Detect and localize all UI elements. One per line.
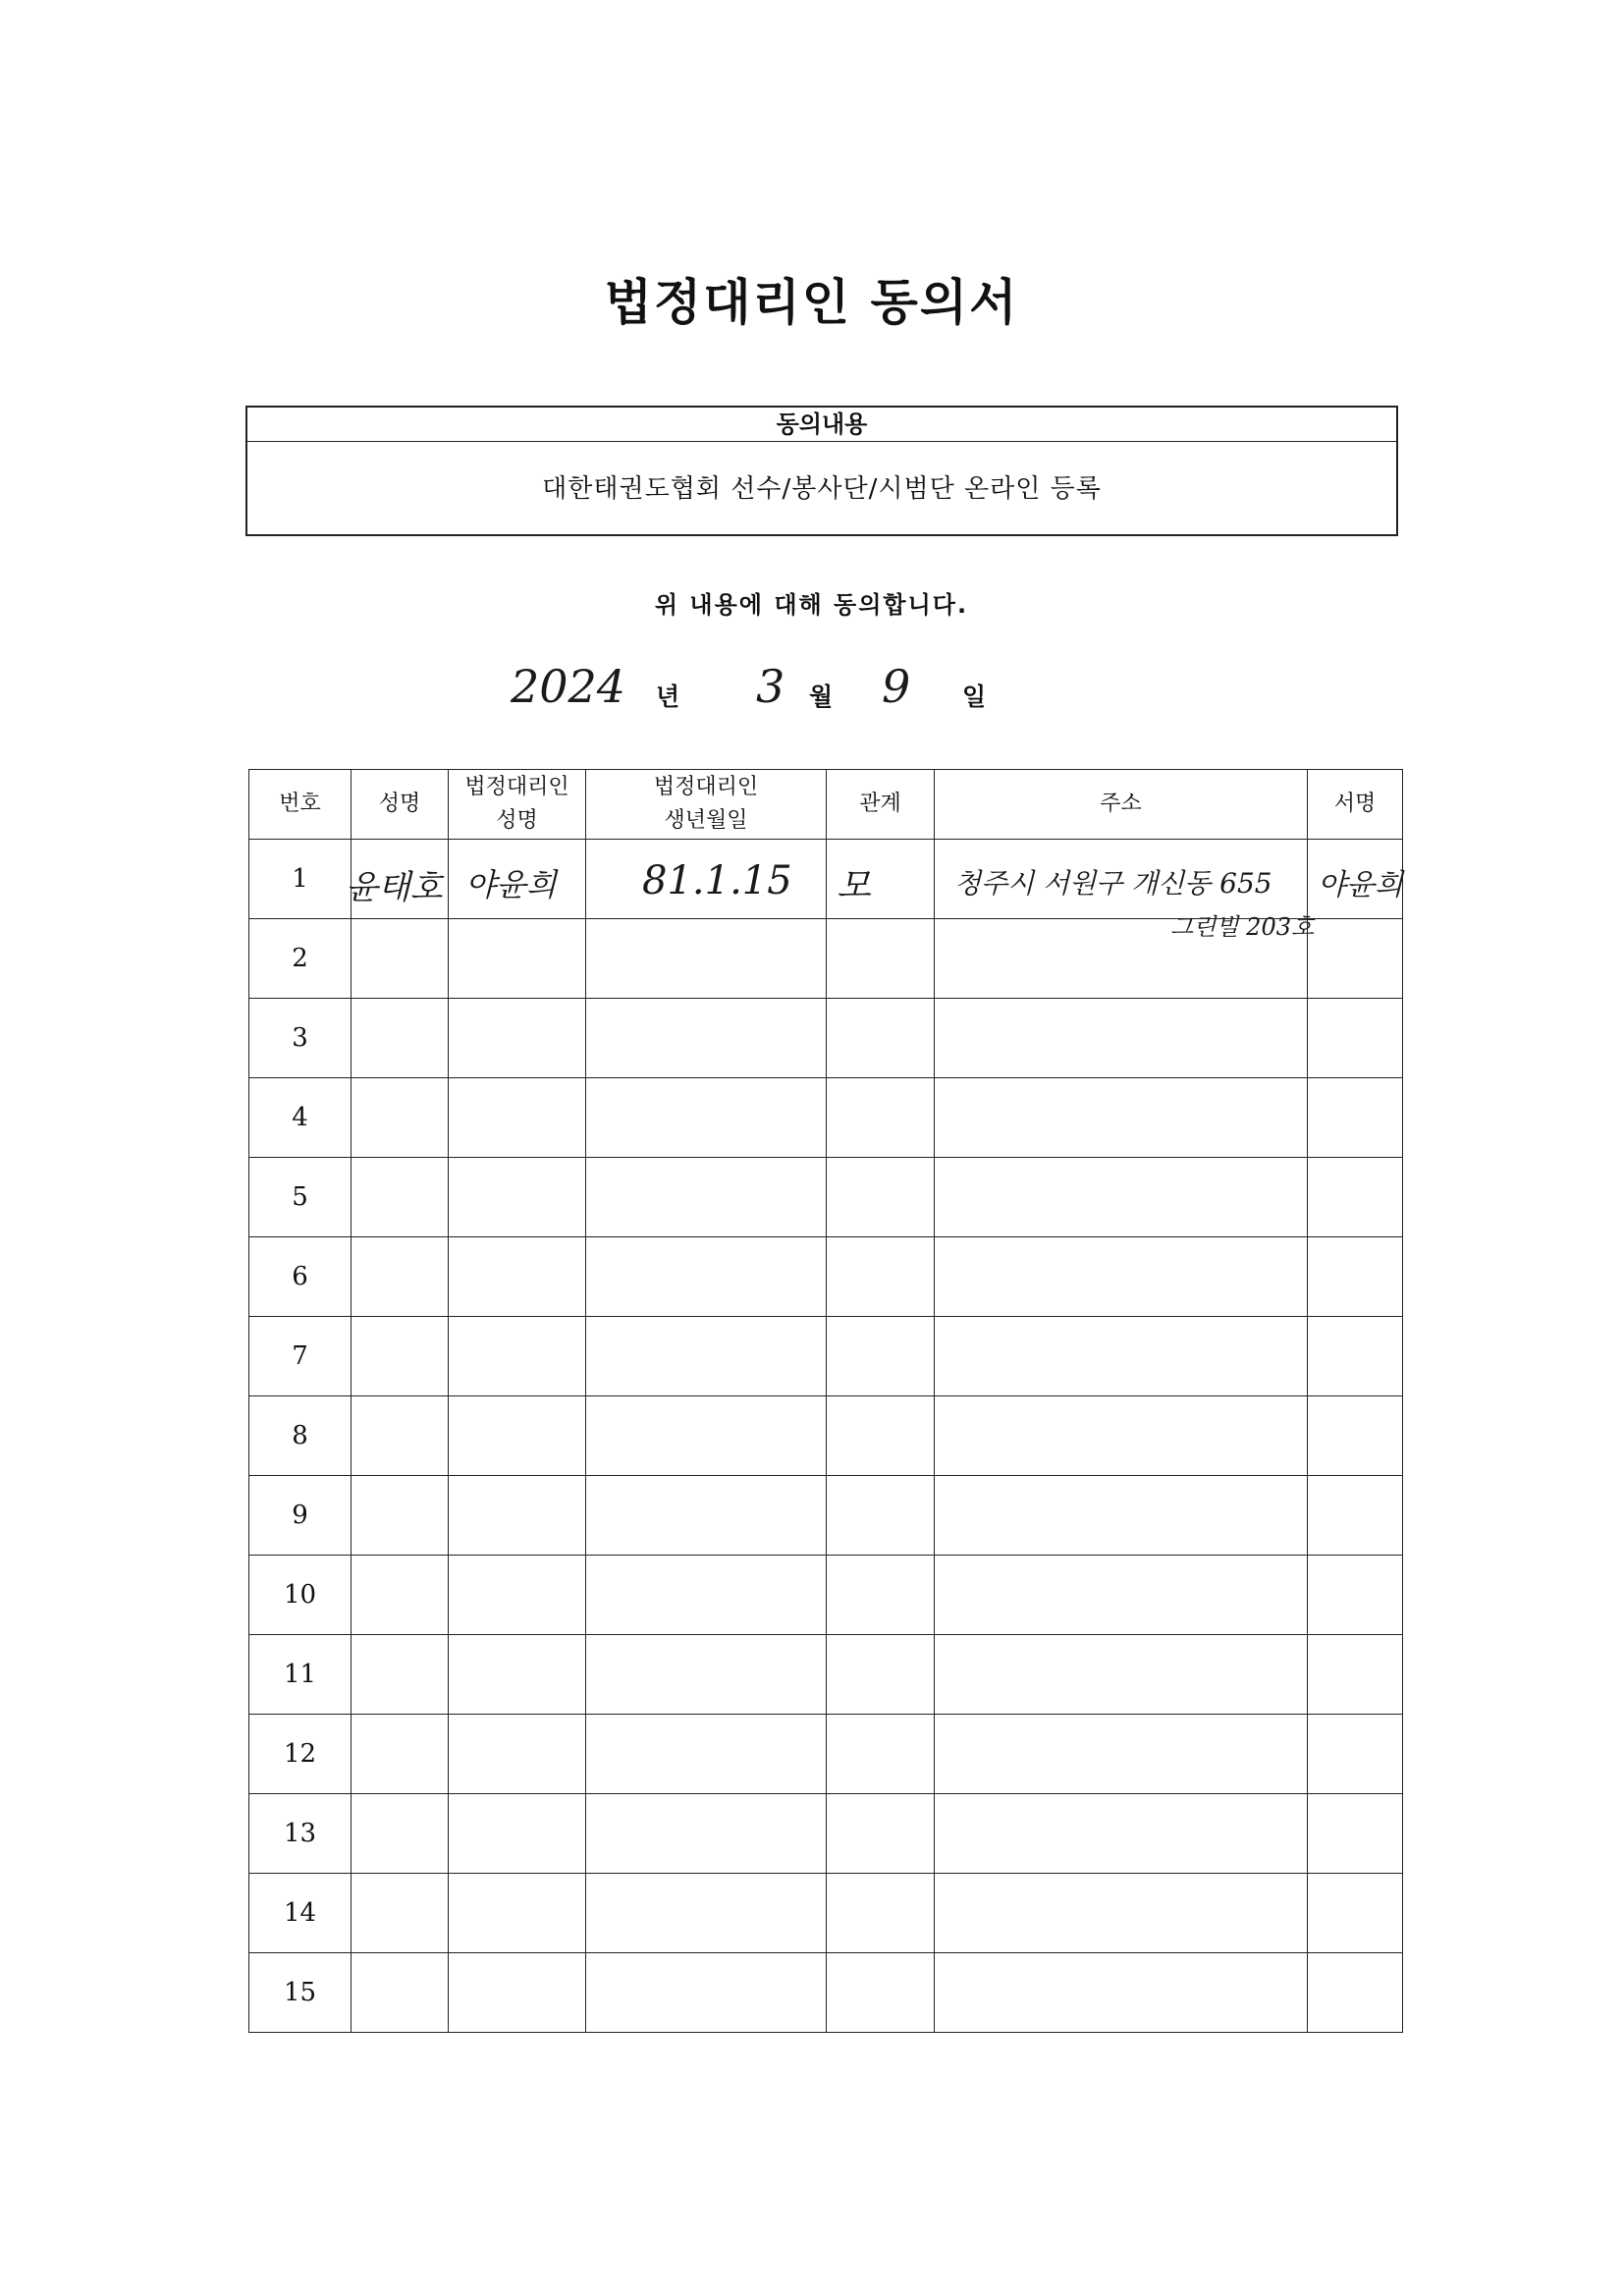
- table-cell: [586, 919, 827, 999]
- table-cell: [449, 1874, 586, 1953]
- header-signature: 서명: [1308, 770, 1403, 840]
- header-address: 주소: [935, 770, 1308, 840]
- table-cell: [449, 1317, 586, 1396]
- table-cell: [352, 1794, 449, 1874]
- table-cell: [449, 1078, 586, 1158]
- table-cell: [586, 1874, 827, 1953]
- table-row: [249, 1237, 1403, 1317]
- row-number: 14: [249, 1874, 352, 1953]
- table-cell: [935, 1158, 1308, 1237]
- table-cell: [1308, 919, 1403, 999]
- table-cell: [1308, 1953, 1403, 2033]
- table-cell: [827, 1317, 935, 1396]
- table-cell: [586, 999, 827, 1078]
- table-row: [249, 1158, 1403, 1237]
- table-cell: [586, 1476, 827, 1556]
- entry-name: 윤태호: [346, 868, 443, 907]
- entry-address-line1: 청주시 서원구 개신동 655: [954, 867, 1272, 900]
- table-cell: [449, 1158, 586, 1237]
- table-cell: [449, 1396, 586, 1476]
- entry-address-line2: 그린빌 203호: [1170, 913, 1315, 941]
- table-cell: [935, 1476, 1308, 1556]
- table-cell: [827, 1396, 935, 1476]
- table-cell: [449, 1953, 586, 2033]
- table-cell: [449, 1715, 586, 1794]
- table-cell: [1308, 1317, 1403, 1396]
- table-row: [249, 1953, 1403, 2033]
- table-cell: [827, 919, 935, 999]
- table-cell: [827, 1556, 935, 1635]
- table-cell: [935, 1556, 1308, 1635]
- header-guardian-name: 법정대리인 성명: [449, 770, 586, 840]
- table-cell: [586, 1794, 827, 1874]
- table-cell: [352, 1715, 449, 1794]
- row-number: 4: [249, 1078, 352, 1158]
- date-month-label: 월: [809, 683, 834, 711]
- table-cell: [1308, 1635, 1403, 1715]
- table-cell: [449, 919, 586, 999]
- table-cell: [352, 1874, 449, 1953]
- table-cell: [352, 1476, 449, 1556]
- table-cell: [935, 999, 1308, 1078]
- table-cell: [352, 1953, 449, 2033]
- table-cell: [586, 1078, 827, 1158]
- table-cell: [935, 1078, 1308, 1158]
- table-cell: [935, 1874, 1308, 1953]
- table-row: [249, 1396, 1403, 1476]
- table-row: [249, 1317, 1403, 1396]
- table-cell: [827, 999, 935, 1078]
- agreement-box: [245, 406, 1398, 536]
- entry-guardian-name: 야윤희: [465, 866, 557, 903]
- row-number: 8: [249, 1396, 352, 1476]
- table-cell: [1308, 1396, 1403, 1476]
- registration-table: [248, 769, 1403, 2033]
- table-cell: [586, 1317, 827, 1396]
- table-cell: [1308, 1237, 1403, 1317]
- row-number: 11: [249, 1635, 352, 1715]
- row-number: 5: [249, 1158, 352, 1237]
- table-cell: [1308, 1078, 1403, 1158]
- table-cell: [1308, 999, 1403, 1078]
- table-cell: [586, 1556, 827, 1635]
- table-cell: [352, 1635, 449, 1715]
- table-cell: [827, 1476, 935, 1556]
- row-number: 10: [249, 1556, 352, 1635]
- date-year-label: 년: [656, 683, 680, 711]
- date-day-label: 일: [962, 683, 987, 711]
- table-cell: [449, 1476, 586, 1556]
- table-row: [249, 1476, 1403, 1556]
- row-number: 1: [249, 840, 352, 919]
- table-cell: [1308, 1715, 1403, 1794]
- row-number: 15: [249, 1953, 352, 2033]
- table-cell: [352, 1556, 449, 1635]
- table-cell: [352, 1317, 449, 1396]
- header-name: 성명: [352, 770, 449, 840]
- consent-statement: 위 내용에 대해 동의합니다.: [654, 591, 969, 619]
- table-cell: [586, 1158, 827, 1237]
- date-month: 3: [756, 660, 785, 713]
- row-number: 12: [249, 1715, 352, 1794]
- table-cell: [827, 1237, 935, 1317]
- table-cell: [586, 1237, 827, 1317]
- row-number: 13: [249, 1794, 352, 1874]
- table-row: [249, 1715, 1403, 1794]
- table-row: [249, 1874, 1403, 1953]
- table-row: [249, 1635, 1403, 1715]
- table-cell: [1308, 1556, 1403, 1635]
- header-relation: 관계: [827, 770, 935, 840]
- row-number: 9: [249, 1476, 352, 1556]
- table-cell: [449, 1237, 586, 1317]
- table-cell: [935, 1715, 1308, 1794]
- table-cell: [352, 919, 449, 999]
- table-row: [249, 1556, 1403, 1635]
- entry-guardian-birth: 81.1.15: [642, 858, 792, 903]
- row-number: 6: [249, 1237, 352, 1317]
- row-number: 3: [249, 999, 352, 1078]
- entry-signature: 야윤희: [1318, 868, 1403, 902]
- table-cell: [352, 1158, 449, 1237]
- table-cell: [352, 999, 449, 1078]
- table-cell: [935, 1396, 1308, 1476]
- table-cell: [827, 1158, 935, 1237]
- table-cell: [1308, 1158, 1403, 1237]
- table-cell: [449, 1794, 586, 1874]
- table-cell: [935, 1635, 1308, 1715]
- table-cell: [827, 1953, 935, 2033]
- table-row: [249, 1794, 1403, 1874]
- table-cell: [449, 1635, 586, 1715]
- table-cell: [1308, 1794, 1403, 1874]
- table-cell: [827, 1715, 935, 1794]
- table-cell: [352, 1237, 449, 1317]
- agreement-content: 대한태권도협회 선수/봉사단/시범단 온라인 등록: [542, 474, 1102, 504]
- table-cell: [1308, 1874, 1403, 1953]
- document-title: 법정대리인 동의서: [604, 274, 1019, 331]
- table-cell: [586, 1396, 827, 1476]
- table-cell: [935, 1237, 1308, 1317]
- date-day: 9: [882, 660, 911, 713]
- table-cell: [827, 1794, 935, 1874]
- table-cell: [586, 1635, 827, 1715]
- table-row: [249, 1078, 1403, 1158]
- table-cell: [449, 1556, 586, 1635]
- table-cell: [352, 1396, 449, 1476]
- header-number: 번호: [249, 770, 352, 840]
- table-cell: [935, 1317, 1308, 1396]
- table-cell: [827, 1078, 935, 1158]
- table-cell: [586, 1953, 827, 2033]
- table-header-row: [249, 770, 1403, 840]
- table-cell: [586, 1715, 827, 1794]
- table-cell: [935, 1953, 1308, 2033]
- table-cell: [1308, 1476, 1403, 1556]
- agreement-header: 동의내용: [247, 408, 1396, 442]
- table-row: [249, 999, 1403, 1078]
- table-cell: [827, 1874, 935, 1953]
- row-number: 2: [249, 919, 352, 999]
- entry-relation: 모: [837, 866, 871, 906]
- table-cell: [449, 999, 586, 1078]
- table-cell: [352, 1078, 449, 1158]
- date-year: 2024: [511, 660, 626, 713]
- header-guardian-birth: 법정대리인 생년월일: [586, 770, 827, 840]
- row-number: 7: [249, 1317, 352, 1396]
- table-cell: [935, 1794, 1308, 1874]
- table-cell: [827, 1635, 935, 1715]
